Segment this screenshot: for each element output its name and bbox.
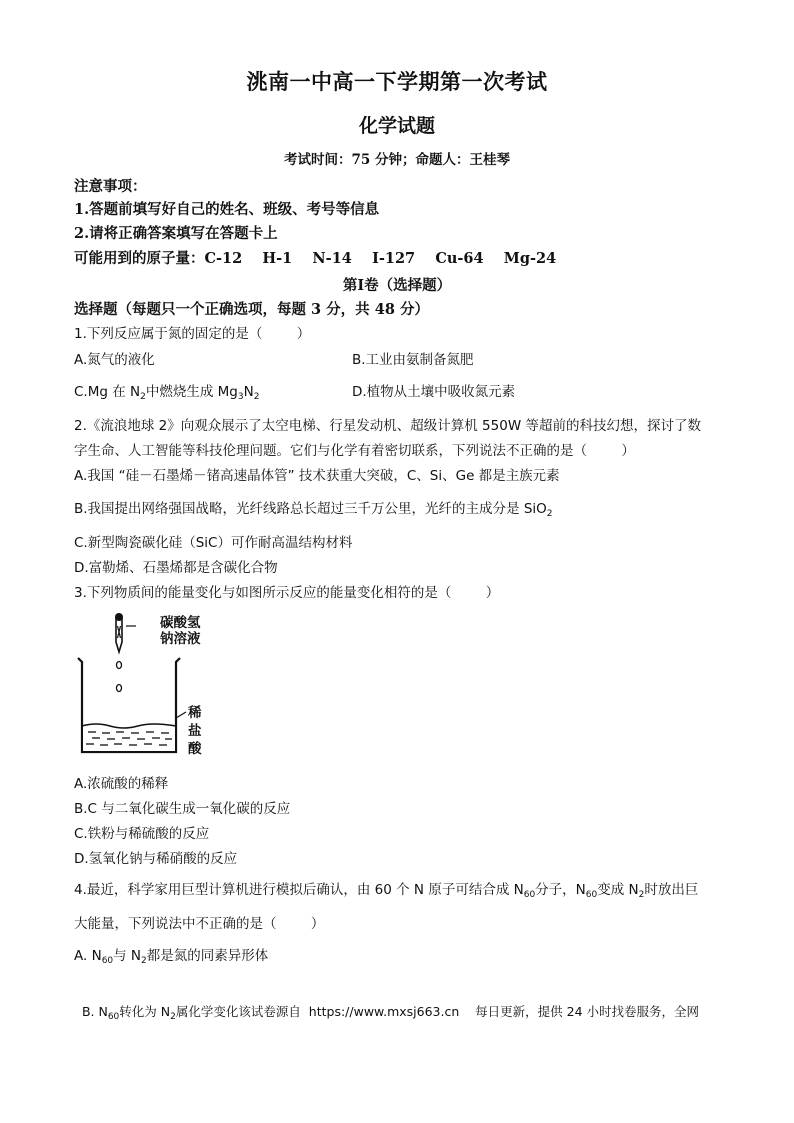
- q4-stem-text-1: 4.最近，科学家用巨型计算机进行模拟后确认，由 60 个 N 原子可结合成 N: [74, 882, 524, 898]
- q1-option-b: B.工业由氨制备氮肥: [352, 352, 474, 368]
- q4-b-text-3: 属化学变化该试卷源自 https://www.mxsj663.cn 每日更新，提供 24 小时找卷服务，全网: [175, 1004, 700, 1019]
- q2-b-text: B.我国提出网络强国战略，光纤线路总长超过三千万公里，光纤的主成分是 SiO: [74, 501, 547, 517]
- figure-label-top-2: 钠溶液: [160, 631, 201, 647]
- q4-b-sub-1: 60: [107, 1012, 120, 1022]
- q4-option-b: [74, 987, 699, 1022]
- q1-c-sub-2: 3: [237, 392, 244, 402]
- q2-option-d: D.富勒烯、石墨烯都是含碳化合物: [74, 560, 278, 576]
- drop-2: [117, 685, 122, 692]
- notes-item-1: 1.答题前填写好自己的姓名、班级、考号等信息: [74, 201, 380, 218]
- figure-label-side-3: 酸: [188, 741, 202, 757]
- exam-subtitle: 化学试题: [358, 115, 435, 137]
- part1-heading: 第Ⅰ卷（选择题）: [342, 277, 452, 294]
- q2-option-a: A.我国 “硅－石墨烯－锗高速晶体管” 技术获重大突破，C、Si、Ge 都是主族元素: [74, 468, 560, 484]
- q4-stem-text-2: 分子，N: [535, 882, 586, 898]
- q4-a-sub-2: 2: [141, 956, 147, 966]
- atomic-masses: 可能用到的原子量：C-12 H-1 N-14 I-127 Cu-64 Mg-24: [74, 250, 557, 267]
- q3-option-c: C.铁粉与稀硫酸的反应: [74, 826, 210, 842]
- figure-label-side-2: 盐: [188, 723, 202, 739]
- q2-option-b: [74, 497, 553, 519]
- q4-b-text-2: 转化为 N: [119, 1004, 171, 1019]
- q4-stem-sub-3: 2: [638, 890, 645, 900]
- q4-stem-text-4: 时放出巨: [644, 882, 699, 898]
- q2-option-c: C.新型陶瓷碳化硅（SiC）可作耐高温结构材料: [74, 535, 353, 551]
- figure-label-top-1: 碳酸氢: [160, 615, 201, 631]
- q4-a-sub-1: 60: [101, 956, 114, 966]
- figure-label-side: [188, 704, 202, 758]
- q4-stem-sub-1: 60: [523, 890, 536, 900]
- drop-1: [117, 662, 122, 669]
- q4-a-text-3: 都是氮的同素异形体: [146, 948, 269, 964]
- q2-stem-line-1: 2.《流浪地球 2》向观众展示了太空电梯、行星发动机、超级计算机 550W 等超前的科技幻想，探讨了数: [74, 418, 701, 434]
- q4-stem-line-2: 大能量，下列说法中不正确的是（ ）: [74, 916, 325, 932]
- q1-c-text-1: C.Mg 在 N: [74, 384, 141, 400]
- q1-c-text-3: N: [243, 384, 254, 400]
- q4-b-sub-2: 2: [170, 1012, 176, 1022]
- q4-stem-sub-2: 60: [585, 890, 598, 900]
- q1-option-c: [74, 380, 259, 402]
- notes-heading: 注意事项：: [74, 178, 147, 195]
- dropper-icon: [115, 613, 123, 652]
- q4-a-text-1: A. N: [74, 948, 102, 964]
- q1-stem: 1.下列反应属于氮的固定的是（ ）: [74, 326, 311, 342]
- q3-option-a: A.浓硫酸的稀释: [74, 776, 169, 792]
- figure-label-top: [160, 615, 201, 647]
- q1-option-a: A.氮气的液化: [74, 352, 155, 368]
- q4-a-text-2: 与 N: [113, 948, 142, 964]
- figure-label-side-1: 稀: [188, 705, 202, 721]
- beaker-figure: [76, 612, 216, 762]
- exam-info: 考试时间：75 分钟；命题人：王桂琴: [284, 152, 510, 168]
- exam-title: 洮南一中高一下学期第一次考试: [246, 69, 548, 94]
- q4-stem-line-1: [74, 878, 698, 900]
- q1-c-sub-1: 2: [140, 392, 146, 402]
- q1-c-sub-3: 2: [253, 392, 260, 402]
- q3-option-d: D.氢氧化钠与稀硝酸的反应: [74, 851, 238, 867]
- q3-stem: 3.下列物质间的能量变化与如图所示反应的能量变化相符的是（ ）: [74, 585, 500, 601]
- q4-option-a: [74, 944, 268, 966]
- q4-stem-text-3: 变成 N: [597, 882, 639, 898]
- q1-c-text-2: 中燃烧生成 Mg: [145, 384, 238, 400]
- notes-item-2: 2.请将正确答案填写在答题卡上: [74, 225, 278, 242]
- q2-stem-line-2: 字生命、人工智能等科技伦理问题。它们与化学有着密切联系，下列说法不正确的是（ ）: [74, 443, 635, 459]
- section-heading: 选择题（每题只一个正确选项，每题 3 分，共 48 分）: [74, 301, 429, 318]
- q4-b-text-1: B. N: [81, 1004, 108, 1019]
- q3-option-b: B.C 与二氧化碳生成一氧化碳的反应: [74, 801, 291, 817]
- q1-option-d: D.植物从土壤中吸收氮元素: [352, 384, 516, 400]
- q2-b-sub: 2: [546, 509, 553, 519]
